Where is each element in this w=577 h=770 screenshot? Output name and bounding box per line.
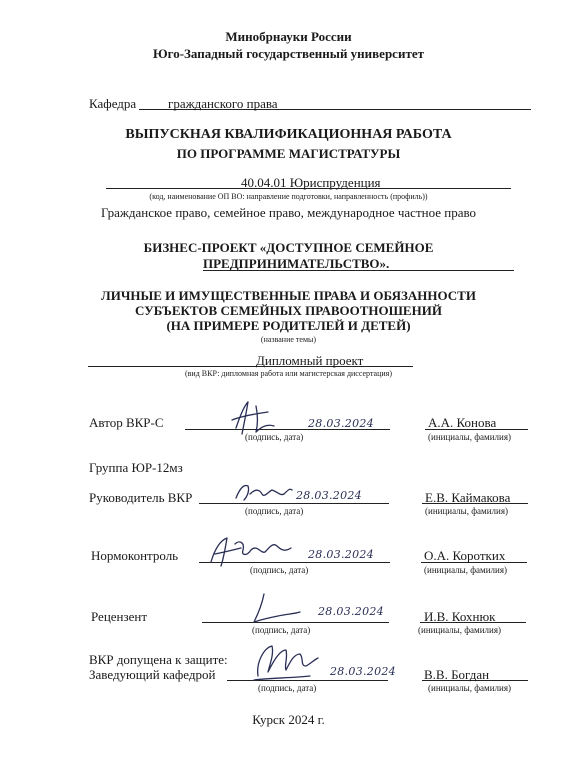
reviewer-signature — [244, 590, 304, 626]
normcontrol-label: Нормоконтроль — [91, 548, 179, 563]
reviewer-name: И.В. Кохнюк — [424, 609, 496, 624]
program-caption: (код, наименование ОП ВО: направление подготовки, направленность (профиль)) — [149, 192, 428, 201]
topic-line1: ЛИЧНЫЕ И ИМУЩЕСТВЕННЫЕ ПРАВА И ОБЯЗАННОСТИ — [101, 288, 476, 303]
department-value: гражданского права — [168, 96, 278, 111]
normcontrol-name: О.А. Коротких — [424, 548, 506, 563]
normcontrol-signature-date: 28.03.2024 — [308, 548, 374, 561]
program-code: 40.04.01 Юриспруденция — [241, 175, 381, 190]
admission-signature — [250, 640, 320, 684]
author-name-caption: (инициалы, фамилия) — [428, 432, 511, 442]
vkr-type-value: Дипломный проект — [256, 353, 364, 368]
author-signature-date: 28.03.2024 — [308, 417, 374, 430]
head-of-department-name-caption: (инициалы, фамилия) — [428, 683, 511, 693]
topic-line2: СУБЪЕКТОВ СЕМЕЙНЫХ ПРАВООТНОШЕНИЙ — [135, 303, 442, 318]
reviewer-label: Рецензент — [91, 609, 148, 624]
project-title-line2: ПРЕДПРИНИМАТЕЛЬСТВО». — [203, 256, 390, 271]
program-profile: Гражданское право, семейное право, международное частное право — [100, 205, 477, 220]
project-underline — [203, 270, 514, 271]
author-label: Автор ВКР-С — [89, 415, 164, 430]
author-signature-caption: (подпись, дата) — [245, 432, 304, 442]
vkr-type-caption: (вид ВКР: дипломная работа или магистерская диссертация) — [184, 369, 392, 378]
project-title-line1: БИЗНЕС-ПРОЕКТ «ДОСТУПНОЕ СЕМЕЙНОЕ — [143, 240, 434, 255]
topic-line3: (НА ПРИМЕРЕ РОДИТЕЛЕЙ И ДЕТЕЙ) — [166, 318, 411, 333]
work-type-line2: ПО ПРОГРАММЕ МАГИСТРАТУРЫ — [176, 146, 401, 161]
group-label: Группа ЮР-12мз — [89, 460, 183, 475]
supervisor-signature-date: 28.03.2024 — [296, 489, 362, 502]
admission-signature-caption: (подпись, дата) — [258, 683, 317, 693]
supervisor-name: Е.В. Каймакова — [425, 490, 511, 505]
reviewer-name-caption: (инициалы, фамилия) — [418, 625, 501, 635]
ministry-name: Минобрнауки России — [225, 29, 352, 44]
author-name: А.А. Конова — [428, 415, 497, 430]
head-of-department-label: Заведующий кафедрой — [89, 667, 216, 682]
supervisor-label: Руководитель ВКР — [89, 490, 193, 505]
head-of-department-name: В.В. Богдан — [424, 667, 490, 682]
supervisor-name-caption: (инициалы, фамилия) — [425, 506, 508, 516]
reviewer-signature-caption: (подпись, дата) — [252, 625, 311, 635]
admission-signature-date: 28.03.2024 — [330, 665, 396, 678]
normcontrol-signature-caption: (подпись, дата) — [250, 565, 309, 575]
reviewer-signature-date: 28.03.2024 — [318, 605, 384, 618]
city-year: Курск 2024 г. — [252, 712, 325, 727]
work-type-line1: ВЫПУСКНАЯ КВАЛИФИКАЦИОННАЯ РАБОТА — [125, 127, 452, 142]
topic-caption: (название темы) — [260, 335, 317, 344]
supervisor-signature-line — [199, 503, 389, 504]
admission-label: ВКР допущена к защите: — [89, 652, 228, 667]
supervisor-signature-caption: (подпись, дата) — [245, 506, 304, 516]
supervisor-signature — [232, 478, 294, 506]
vkr-type-underline — [88, 366, 413, 367]
department-label: Кафедра — [89, 96, 137, 111]
normcontrol-name-caption: (инициалы, фамилия) — [424, 565, 507, 575]
university-name: Юго-Западный государственный университет — [153, 46, 424, 61]
